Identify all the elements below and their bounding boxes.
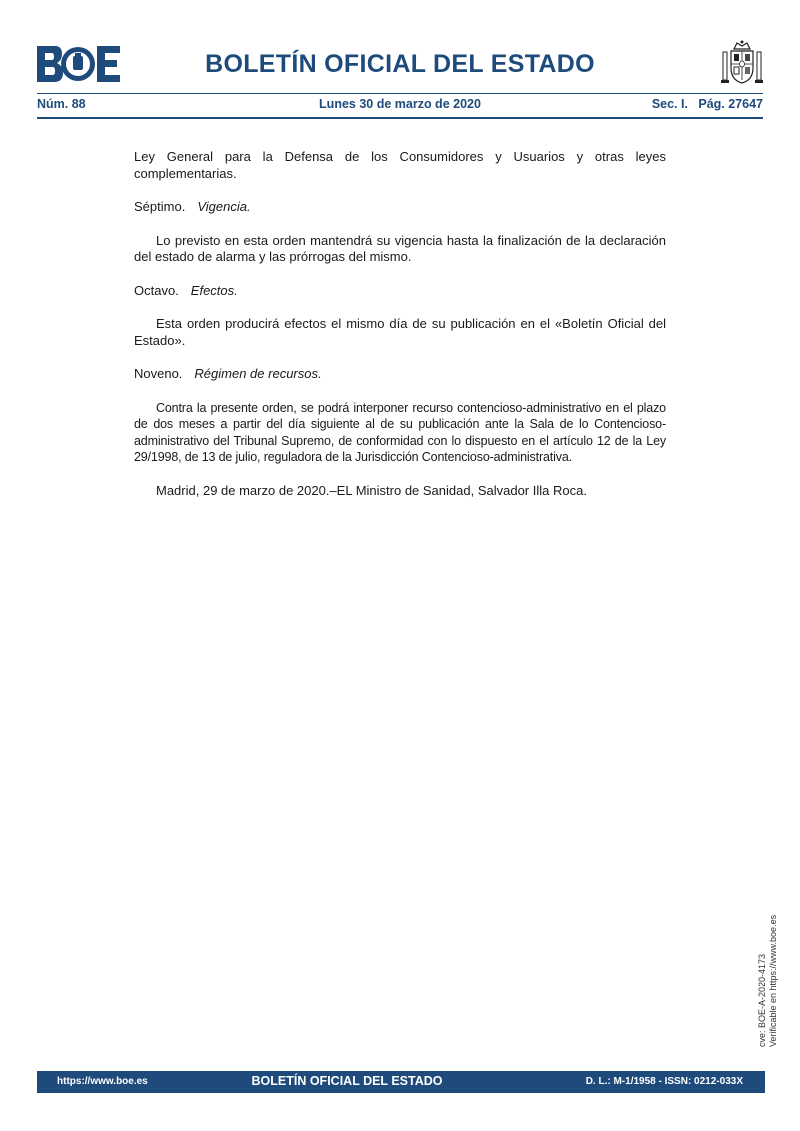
footer-url-link[interactable]: https://www.boe.es (57, 1076, 148, 1087)
issue-date: Lunes 30 de marzo de 2020 (319, 97, 481, 111)
issue-number: Núm. 88 (37, 97, 86, 111)
cve-code: cve: BOE-A-2020-4173 (757, 953, 767, 1047)
article-heading (134, 366, 666, 383)
article-title: Vigencia. (197, 199, 251, 214)
article-text: Lo previsto en esta orden mantendrá su vigencia hasta la finalización de la declaración del estado de alarma y las prórrogas del mismo. (134, 232, 666, 264)
header-bottom-rule (37, 117, 763, 119)
article-text: Esta orden producirá efectos el mismo día de su publicación en el «Boletín Oficial del Estado». (134, 316, 666, 348)
document-body (134, 149, 666, 516)
article-heading (134, 283, 666, 300)
boe-logo (37, 46, 120, 82)
article-text: Contra la presente orden, se podrá interponer recurso contencioso-administrativo en el plazo de dos meses a partir del día siguiente al de su publicación ante la Sala de lo Contencioso-administrativo del Tribunal Supremo, de conformidad con lo dispuesto en el artículo 12 de la Ley 29/1998, de 13 de julio, reguladora de la Jurisdicción Contencioso-administrativa. (134, 400, 666, 464)
intro-paragraph: Ley General para la Defensa de los Consumidores y Usuarios y otras leyes complementarias. (134, 149, 666, 181)
verify-link[interactable]: Verificable en https://www.boe.es (768, 914, 778, 1047)
section-page: Sec. I. Pág. 27647 (651, 97, 763, 111)
article-heading (134, 199, 666, 216)
footer-title: BOLETÍN OFICIAL DEL ESTADO (251, 1074, 443, 1088)
footer-legal: D. L.: M-1/1958 - ISSN: 0212-033X (585, 1076, 743, 1087)
article-label: Séptimo. (134, 199, 186, 214)
verification-sidebar (757, 847, 779, 1047)
footer-bar (37, 1071, 765, 1093)
article-label: Noveno. (134, 366, 183, 381)
article-title: Efectos. (190, 282, 238, 298)
article-title: Régimen de recursos. (194, 366, 322, 381)
article-label: Octavo. (134, 282, 179, 298)
coat-of-arms-icon (720, 40, 764, 86)
bulletin-title: BOLETÍN OFICIAL DEL ESTADO (205, 50, 595, 78)
signature-line: Madrid, 29 de marzo de 2020.–EL Ministro de Sanidad, Salvador Illa Roca. (156, 482, 587, 498)
header-top-rule (37, 93, 763, 94)
